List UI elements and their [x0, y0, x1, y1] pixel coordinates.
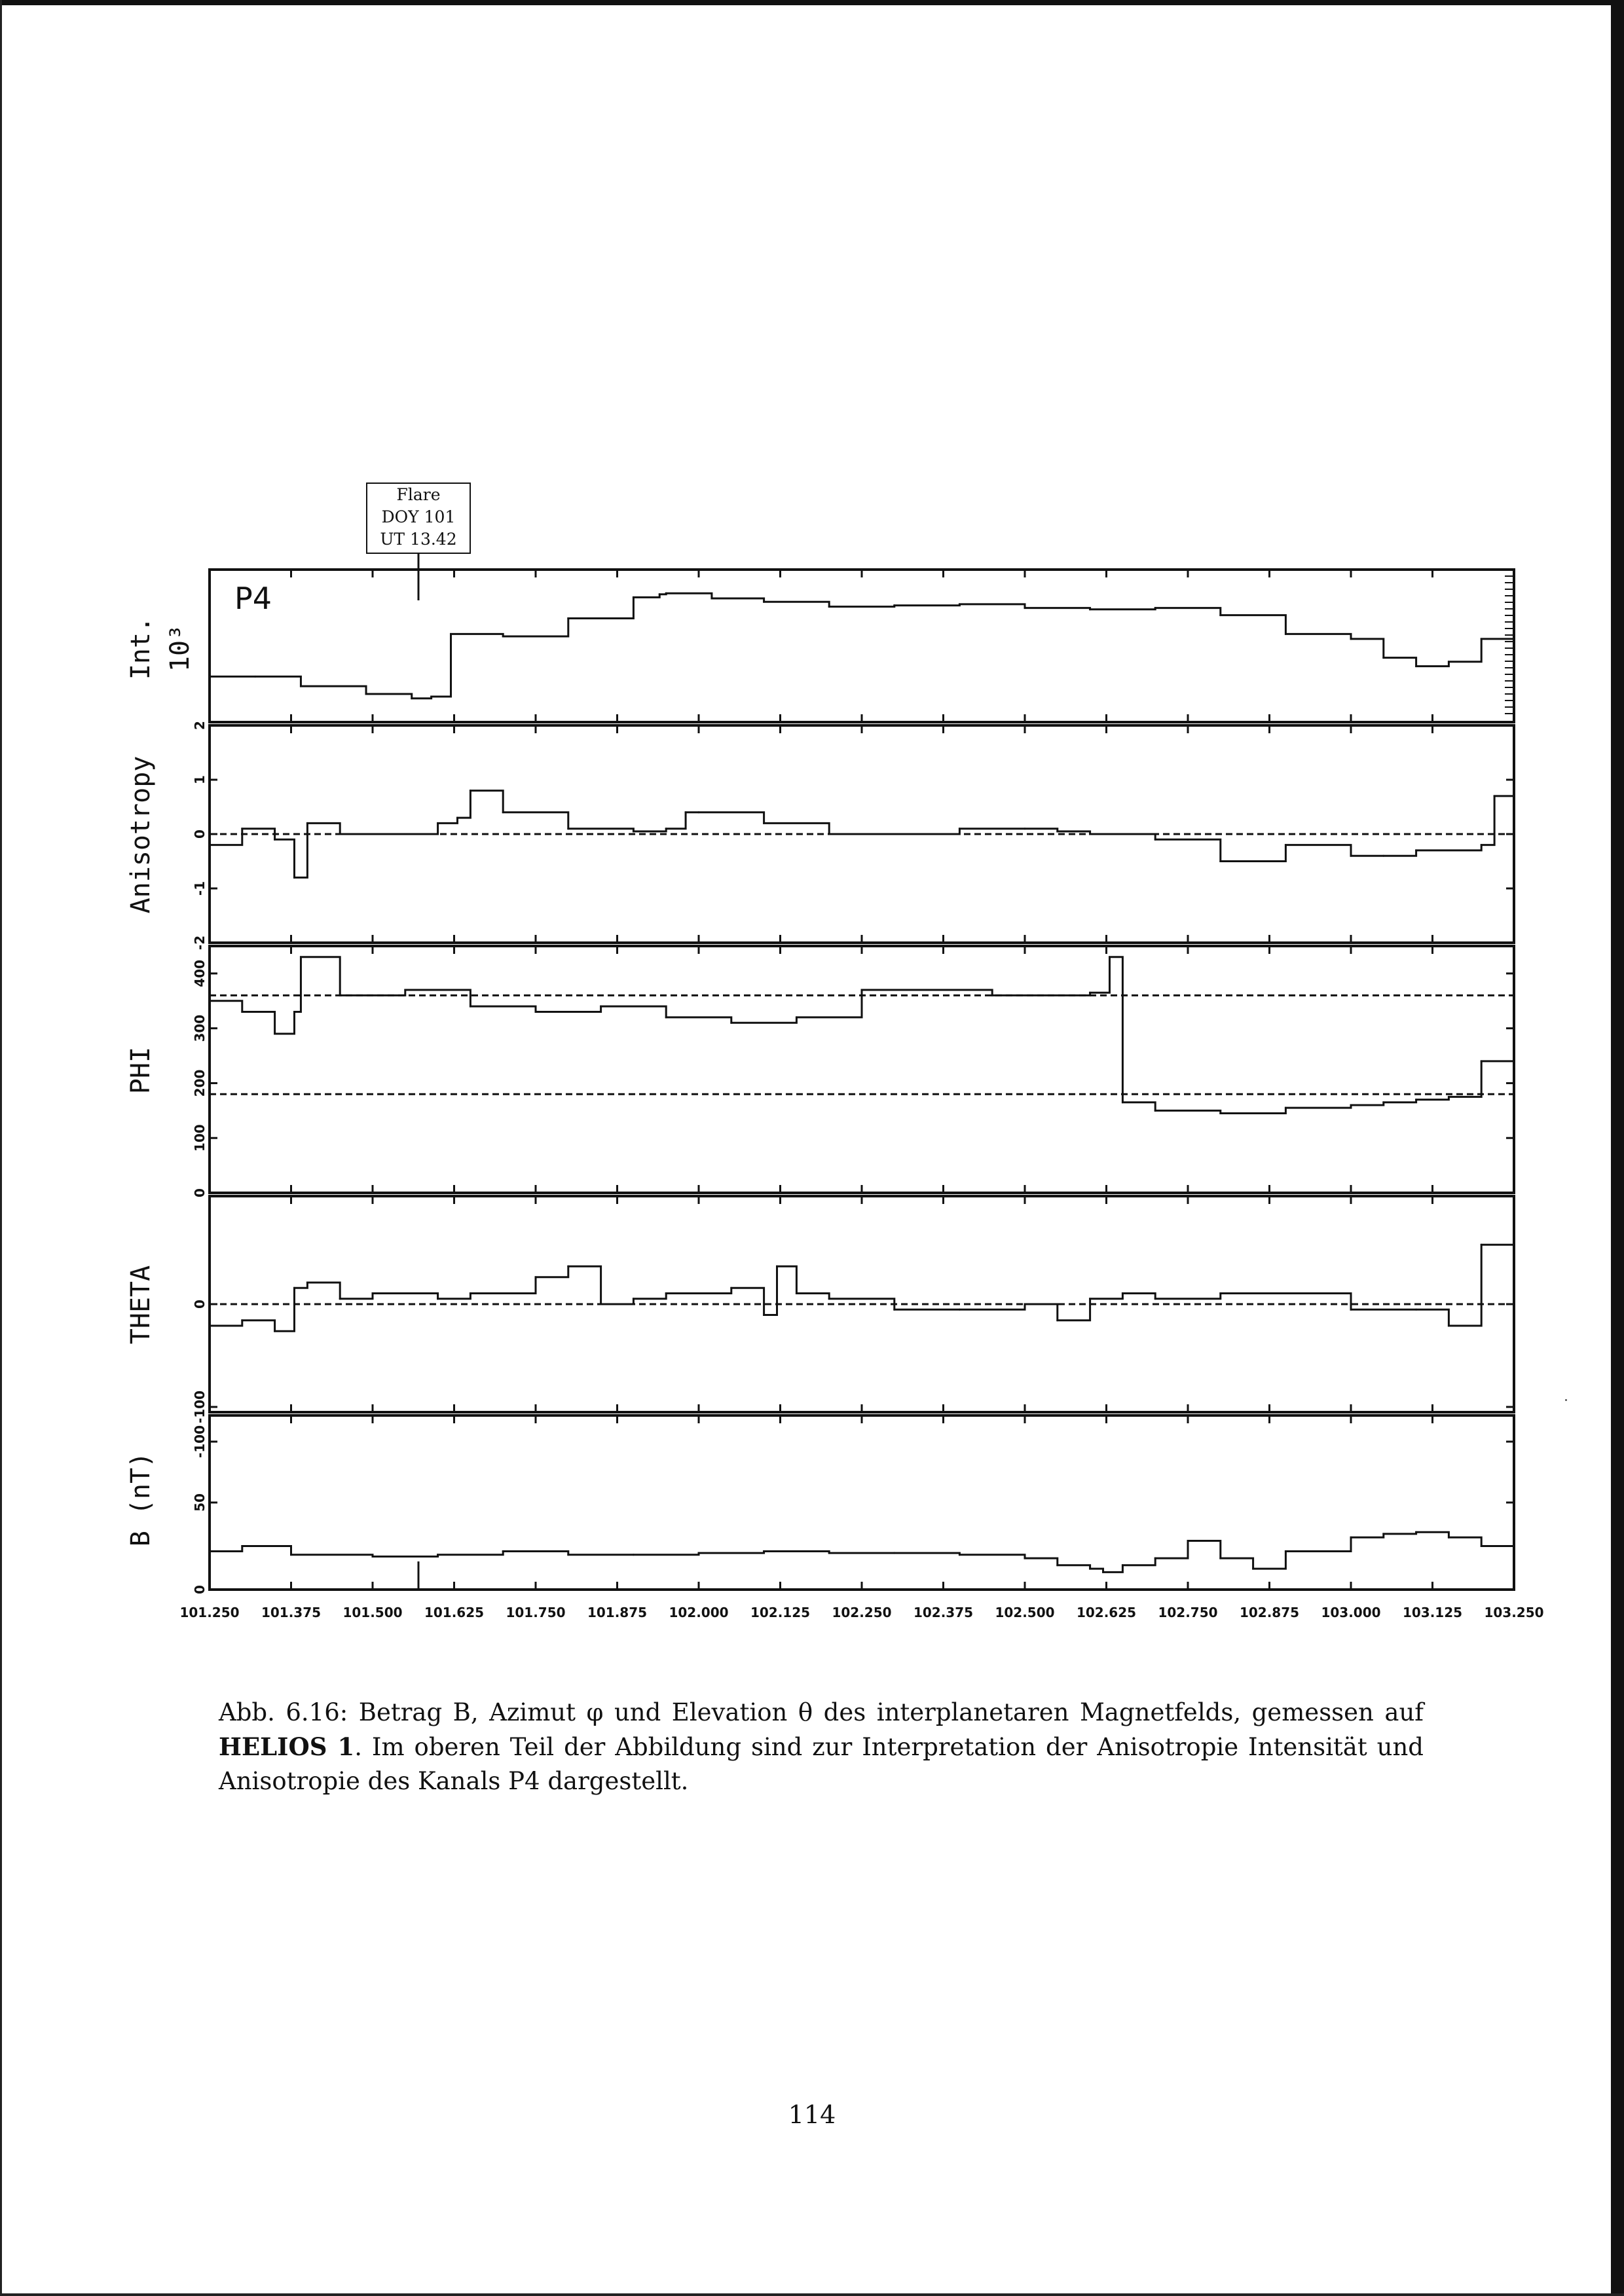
flare-annotation: [367, 483, 470, 600]
x-tick-label: 102.000: [669, 1605, 729, 1620]
data-point: [1513, 1239, 1515, 1241]
data-point: [730, 1022, 732, 1024]
data-point: [241, 1011, 243, 1013]
series-line-phi: [210, 957, 1514, 1114]
data-point: [1089, 1298, 1091, 1300]
x-axis-tick-labels: [179, 1605, 1543, 1620]
data-point: [893, 604, 895, 606]
data-point: [1285, 1550, 1287, 1552]
y-axis-label-intensity: Int.: [126, 616, 156, 680]
data-point: [1285, 633, 1287, 635]
data-point: [567, 828, 569, 829]
data-point: [776, 1266, 778, 1267]
y-tick-label: 300: [192, 1014, 208, 1042]
data-point: [926, 989, 928, 991]
data-point: [893, 1552, 895, 1554]
data-point: [828, 1298, 830, 1300]
panel-B: [126, 1415, 1515, 1594]
data-point: [293, 877, 295, 879]
data-point: [1513, 1068, 1515, 1070]
data-point: [1187, 1540, 1189, 1542]
data-point: [710, 598, 712, 600]
data-point: [290, 1554, 292, 1556]
y-tick-label: -100: [192, 1425, 208, 1459]
y-tick-label: 0: [192, 1585, 208, 1594]
x-tick-label: 101.500: [342, 1605, 403, 1620]
data-point: [1415, 1099, 1417, 1101]
data-point: [300, 685, 302, 687]
data-point: [470, 1292, 471, 1294]
data-point: [1024, 1558, 1026, 1559]
data-point: [1056, 830, 1058, 832]
data-point: [1350, 638, 1352, 640]
data-point: [1481, 1244, 1483, 1246]
data-point: [339, 994, 341, 996]
data-point: [659, 593, 661, 595]
x-tick-label: 102.875: [1239, 1605, 1300, 1620]
data-point: [241, 1545, 243, 1547]
x-tick-label: 101.750: [506, 1605, 566, 1620]
data-point: [698, 811, 700, 813]
data-point: [1089, 1568, 1091, 1570]
caption-text-1: Betrag B, Azimut φ und Elevation θ des interplanetaren Magnetfelds, gemessen auf: [358, 1698, 1424, 1726]
panel-anisotropy: [126, 721, 1515, 950]
data-point: [274, 1033, 276, 1035]
data-point: [437, 822, 439, 824]
data-point: [1122, 1292, 1124, 1294]
data-point: [828, 833, 830, 835]
x-tick-label: 103.125: [1402, 1605, 1463, 1620]
data-point: [1481, 638, 1483, 640]
panel-phi: [126, 946, 1515, 1197]
data-point: [1415, 1531, 1417, 1533]
data-point: [763, 1314, 765, 1316]
data-point: [1219, 1558, 1221, 1559]
x-tick-label: 102.250: [832, 1605, 892, 1620]
data-point: [1109, 956, 1111, 958]
data-point: [300, 956, 302, 958]
y-tick-label: 400: [192, 960, 208, 987]
data-point: [633, 596, 635, 598]
data-point: [1056, 1564, 1058, 1566]
data-point: [567, 617, 569, 619]
data-point: [685, 1292, 687, 1294]
data-point: [633, 830, 635, 832]
data-point: [1415, 1309, 1417, 1311]
y-tick-label: -100: [192, 1390, 208, 1424]
data-point: [274, 1330, 276, 1332]
data-point: [1382, 657, 1384, 659]
data-point: [209, 676, 211, 678]
data-point: [959, 828, 961, 829]
flare-line3: UT 13.42: [380, 530, 457, 549]
data-point: [254, 676, 256, 678]
data-point: [665, 828, 667, 829]
data-point: [1089, 833, 1091, 835]
data-point: [763, 1550, 765, 1552]
data-point: [1056, 1319, 1058, 1321]
data-point: [1481, 844, 1483, 846]
data-point: [1024, 607, 1026, 609]
data-point: [1252, 1568, 1254, 1570]
data-point: [600, 1006, 602, 1008]
data-point: [1122, 1101, 1124, 1103]
x-tick-label: 102.125: [750, 1605, 811, 1620]
data-point: [1350, 1537, 1352, 1539]
data-point: [502, 636, 504, 638]
data-point: [959, 1554, 961, 1556]
y-tick-label: 50: [192, 1493, 208, 1512]
data-point: [470, 790, 471, 792]
data-point: [1513, 1522, 1515, 1524]
data-point: [665, 592, 667, 594]
y-tick-label: -2: [192, 935, 208, 951]
data-point: [1154, 607, 1156, 609]
data-point: [1154, 839, 1156, 841]
scan-border-bottom: [0, 2293, 1624, 2296]
data-point: [306, 822, 308, 824]
data-point: [404, 989, 406, 991]
data-point: [1350, 1309, 1352, 1311]
data-point: [209, 1550, 211, 1552]
y-tick-label: 0: [192, 1300, 208, 1309]
data-point: [763, 601, 765, 603]
data-point: [1122, 1564, 1124, 1566]
y-tick-label: -1: [192, 881, 208, 896]
data-point: [1219, 614, 1221, 616]
data-point: [339, 1298, 341, 1300]
y-axis-label-B: B (nT): [126, 1451, 156, 1547]
data-point: [470, 1006, 471, 1008]
data-point: [1102, 1571, 1104, 1573]
data-point: [796, 1292, 798, 1294]
data-point: [665, 1016, 667, 1018]
data-point: [1219, 1112, 1221, 1114]
x-tick-label: 102.625: [1076, 1605, 1137, 1620]
panel-theta: [126, 1196, 1515, 1423]
data-point: [450, 633, 452, 635]
data-point: [535, 1276, 537, 1278]
data-point: [437, 1554, 439, 1556]
y-tick-label: 0: [192, 829, 208, 839]
x-tick-label: 101.375: [261, 1605, 322, 1620]
y-tick-label: 1: [192, 775, 208, 784]
data-point: [1154, 1558, 1156, 1559]
y-axis-label-theta: THETA: [126, 1265, 156, 1345]
data-point: [1382, 1101, 1384, 1103]
data-point: [411, 697, 413, 699]
data-point: [1382, 1533, 1384, 1535]
data-point: [600, 1303, 602, 1305]
data-point: [1448, 1537, 1450, 1539]
data-point: [730, 1287, 732, 1289]
caption-bold: HELIOS 1: [219, 1732, 355, 1761]
data-point: [633, 1554, 635, 1556]
data-point: [365, 693, 367, 695]
data-point: [502, 1550, 504, 1552]
data-point: [698, 1552, 700, 1554]
data-point: [633, 1298, 635, 1300]
data-point: [241, 1319, 243, 1321]
data-point: [306, 1282, 308, 1284]
data-point: [665, 1292, 667, 1294]
data-point: [1219, 1292, 1221, 1294]
x-tick-label: 102.375: [913, 1605, 974, 1620]
data-point: [1285, 844, 1287, 846]
data-point: [339, 833, 341, 835]
data-point: [372, 1556, 374, 1558]
data-point: [293, 1011, 295, 1013]
series-line-theta: [210, 1239, 1514, 1331]
data-point: [796, 1016, 798, 1018]
data-point: [502, 811, 504, 813]
series-line-B: [210, 1523, 1514, 1572]
panel-group: [126, 570, 1515, 1594]
series-line-intensity: [210, 593, 1514, 699]
y-axis-unit-intensity: 10³: [165, 624, 195, 672]
data-point: [763, 822, 765, 824]
data-point: [1494, 795, 1496, 797]
caption-label: Abb. 6.16:: [219, 1698, 348, 1726]
data-point: [1513, 640, 1515, 642]
data-point: [991, 994, 993, 996]
data-point: [959, 1309, 961, 1311]
data-point: [861, 989, 863, 991]
page-number: 114: [788, 2100, 836, 2129]
data-point: [241, 828, 243, 829]
x-tick-label: 103.000: [1321, 1605, 1381, 1620]
data-point: [1481, 1060, 1483, 1062]
panel-frame-phi: [210, 946, 1514, 1193]
data-point: [893, 1309, 895, 1311]
data-point: [1219, 860, 1221, 862]
data-point: [1285, 1107, 1287, 1109]
y-axis-label-anisotropy: Anisotropy: [126, 756, 156, 914]
data-point: [959, 603, 961, 605]
y-tick-label: 2: [192, 721, 208, 730]
data-point: [1285, 1292, 1287, 1294]
data-point: [567, 1266, 569, 1267]
x-tick-label: 103.250: [1484, 1605, 1544, 1620]
flare-line2: DOY 101: [381, 507, 456, 526]
x-tick-label: 101.625: [424, 1605, 485, 1620]
data-point: [1448, 1325, 1450, 1327]
figure-caption: [219, 1696, 1424, 1798]
data-point: [828, 606, 830, 608]
data-point: [430, 695, 432, 697]
data-point: [1154, 1298, 1156, 1300]
channel-label: P4: [234, 581, 272, 616]
caption-text-2: . Im oberen Teil der Abbildung sind zur Interpretation der Anisotropie Intensität und Anisotropie des Kanals P4 dargestellt.: [219, 1733, 1424, 1795]
data-point: [1415, 665, 1417, 667]
data-point: [437, 1298, 439, 1300]
data-point: [1154, 1110, 1156, 1112]
data-point: [1350, 1104, 1352, 1106]
data-point: [1448, 1096, 1450, 1098]
data-point: [456, 817, 458, 819]
data-point: [1513, 828, 1515, 829]
x-tick-label: 101.250: [179, 1605, 240, 1620]
x-tick-label: 101.875: [587, 1605, 648, 1620]
data-point: [404, 833, 406, 835]
x-tick-label: 102.750: [1158, 1605, 1218, 1620]
data-point: [293, 1287, 295, 1289]
panel-frame-B: [210, 1415, 1514, 1590]
data-point: [893, 833, 895, 835]
data-point: [209, 844, 211, 846]
data-point: [1024, 828, 1026, 829]
data-point: [1024, 1303, 1026, 1305]
data-point: [209, 1325, 211, 1327]
data-point: [372, 1292, 374, 1294]
data-point: [1089, 608, 1091, 610]
data-point: [567, 1554, 569, 1556]
data-point: [1415, 849, 1417, 851]
data-point: [1382, 855, 1384, 857]
data-point: [1448, 661, 1450, 663]
data-point: [274, 839, 276, 841]
y-tick-label: 200: [192, 1069, 208, 1097]
data-point: [685, 811, 687, 813]
flare-line1: Flare: [396, 485, 441, 504]
data-point: [1089, 992, 1091, 994]
data-point: [1481, 1545, 1483, 1547]
panel-frame-intensity: [210, 570, 1514, 722]
data-point: [1350, 855, 1352, 857]
data-point: [209, 1000, 211, 1002]
y-axis-label-phi: PHI: [126, 1046, 156, 1095]
y-tick-label: 100: [192, 1124, 208, 1152]
data-point: [535, 1011, 537, 1013]
panel-intensity: [126, 570, 1515, 722]
data-point: [828, 1552, 830, 1554]
x-tick-label: 102.500: [995, 1605, 1055, 1620]
y-tick-label: 0: [192, 1188, 208, 1197]
